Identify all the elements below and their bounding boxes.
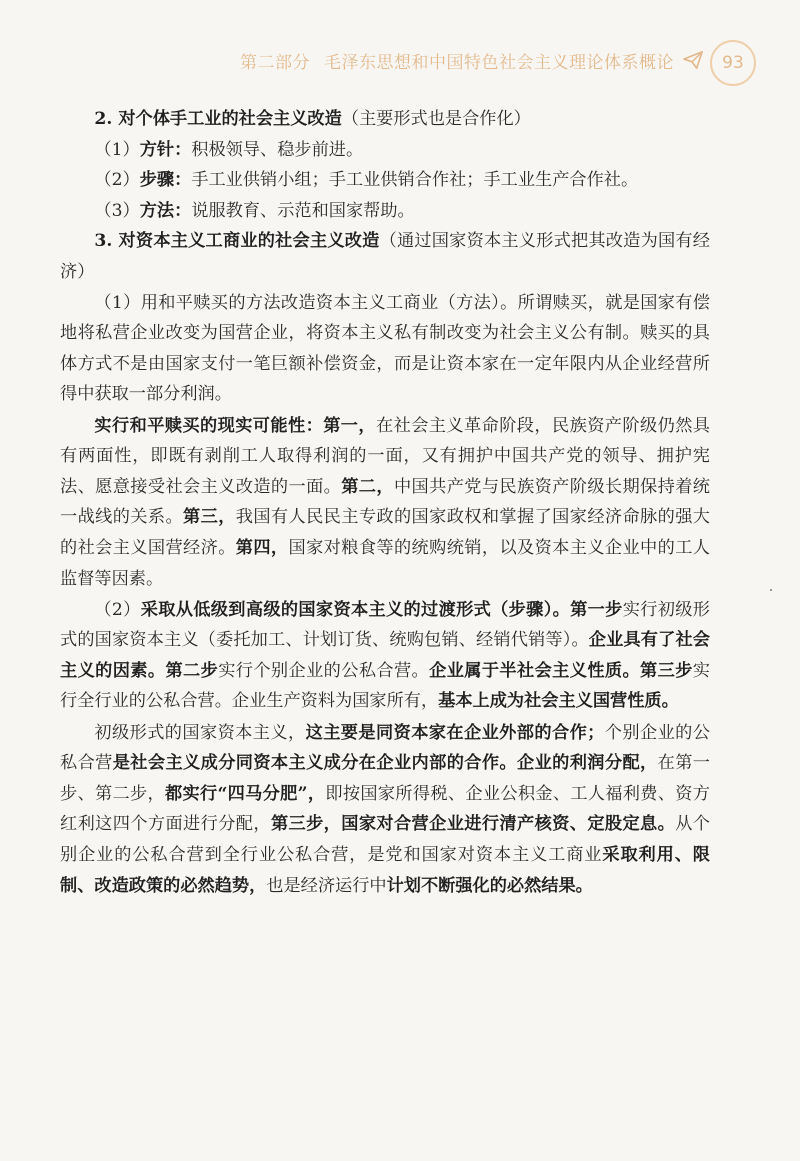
header-book-title: 毛泽东思想和中国特色社会主义理论体系概论 (324, 53, 674, 73)
item-text: 说服教育、示范和国家帮助。 (191, 200, 415, 221)
body-text: 从个别企业的公私合营到全行业公私合营，是党和国家对资本主义工商业 (60, 814, 710, 866)
item-label: （3） (94, 200, 140, 221)
body-text: 国家对粮食等的统购统销，以及资本主义企业中的工人监督等因素。 (60, 537, 710, 589)
body-text: 我国有人民民主专政的国家政权和掌握了国家经济命脉的强大的社会主义国营经济。 (60, 507, 710, 558)
page-header (0, 38, 800, 86)
section-2-heading (60, 104, 710, 135)
item-term: 方针： (139, 139, 192, 160)
section-2-heading-note: （主要形式也是合作化） (341, 109, 531, 129)
body-text: 实行全行业的公私合营。企业生产资料为国家所有， (60, 660, 710, 712)
paragraph-cooperation-forms (60, 718, 710, 902)
section-3-heading (60, 226, 710, 287)
body-text: 个别企业的公私合营 (60, 722, 710, 774)
bold-text: 第三步，国家对合营企业进行清产核资、定股定息。 (270, 814, 676, 835)
paragraph-redemption-method: （1）用和平赎买的方法改造资本主义工商业（方法）。所谓赎买，就是国家有偿地将私营企业改变为国营企业，将资本主义私有制改变为社会主义公有制。赎买的具体方式不是由国家支付一笔巨额补偿资金，而是让资本家在一定年限内从企业经营所得中获取一部分利润。 (60, 292, 710, 405)
bold-text: 企业属于半社会主义性质。第三步 (429, 660, 693, 681)
bold-text: 企业具有了社会主义的因素。第二步 (60, 630, 710, 681)
bold-text: 第四， (235, 537, 289, 558)
paragraph-transition-forms (60, 595, 710, 717)
section-3-heading-note: （通过国家资本主义形式把其改造为国有经济） (60, 231, 710, 282)
item-label: （1） (94, 139, 140, 160)
page-body (60, 104, 710, 902)
bold-text: 计划不断强化的必然结果。 (386, 875, 593, 896)
body-text: 在第一步、第二步， (60, 753, 710, 804)
header-part-label: 第二部分 (240, 53, 310, 73)
item-text: 手工业供销小组；手工业供销合作社；手工业生产合作社。 (191, 170, 639, 191)
bold-text: 采取从低级到高级的国家资本主义的过渡形式（步骤）。第一步 (140, 599, 623, 620)
item-term: 方法： (139, 200, 192, 221)
bold-text: 这主要是同资本家在企业外部的合作； (305, 722, 605, 743)
section-2-item-1 (60, 135, 710, 166)
section-3-heading-title: 3. 对资本主义工商业的社会主义改造 (94, 231, 380, 252)
body-text: 实行初级形式的国家资本主义（委托加工、计划订货、统购包销、经销代销等）。 (60, 599, 710, 651)
item-text: 积极领导、稳步前进。 (191, 139, 364, 160)
body-text: 实行个别企业的公私合营。 (218, 660, 430, 681)
item-term: 步骤： (139, 170, 192, 191)
bold-text: 都实行“四马分肥”， (164, 783, 326, 804)
body-text: 在社会主义革命阶段，民族资产阶级仍然具有两面性，即既有剥削工人取得利润的一面，又有拥护中国共产党的领导、拥护宪法、愿意接受社会主义改造的一面。 (60, 415, 710, 497)
paragraph-redemption-feasibility (60, 411, 710, 595)
body-text: 也是经济运行中 (266, 875, 387, 896)
running-header (240, 48, 674, 73)
body-text: 即按国家所得税、企业公积金、工人福利费、资方红利这四个方面进行分配， (60, 783, 710, 835)
bold-text: 实行和平赎买的现实可能性：第一， (94, 415, 376, 436)
bold-text: 基本上成为社会主义国营性质。 (438, 691, 679, 712)
item-label: （2） (94, 170, 140, 191)
paper-plane-icon (682, 49, 704, 71)
section-2-item-2 (60, 165, 710, 196)
bold-text: 是社会主义成分同资本主义成分在企业内部的合作。企业的利润分配， (112, 753, 658, 774)
body-text: 中国共产党与民族资产阶级长期保持着统一战线的关系。 (60, 476, 710, 528)
body-text: （2） (94, 599, 141, 620)
bold-text: 第二， (341, 476, 394, 497)
bold-text: 第三， (183, 507, 236, 528)
body-text: 初级形式的国家资本主义， (94, 722, 306, 743)
margin-mark (770, 589, 772, 591)
page-number: 93 (710, 40, 756, 86)
section-2-heading-title: 2. 对个体手工业的社会主义改造 (94, 109, 342, 129)
section-2-item-3 (60, 196, 710, 227)
bold-text: 采取利用、限制、改造政策的必然趋势， (60, 845, 710, 896)
